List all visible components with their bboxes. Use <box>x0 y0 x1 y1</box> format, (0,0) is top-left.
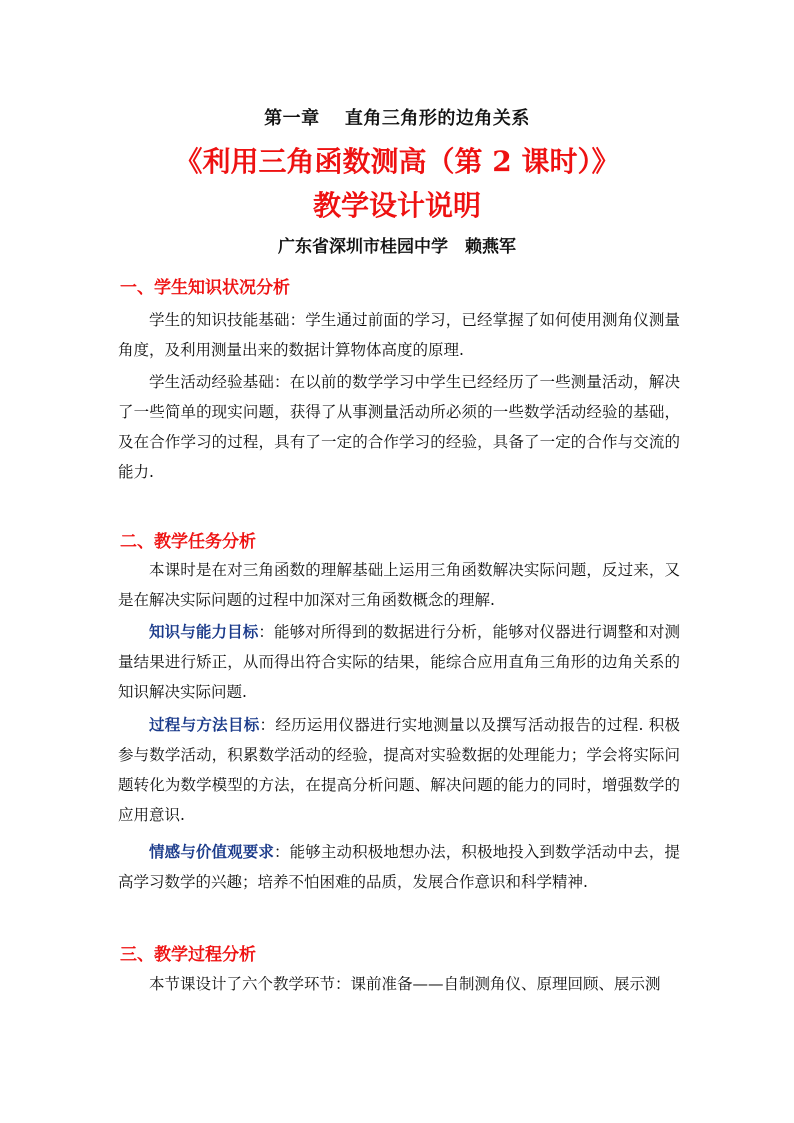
goal-knowledge-ability-label: 知识与能力目标 <box>149 622 259 641</box>
goal-process-method-label: 过程与方法目标 <box>149 715 260 734</box>
goal-process-method-text: ：经历运用仪器进行实地测量以及撰写活动报告的过程. 积极参与数学活动，积累数学活动的经验，提高对实验数据的处理能力；学会将实际问题转化为数学模型的方法，在提高分析问题、解决问题的能力的同时，增强数学的应用意识. <box>118 716 680 824</box>
lesson-title: 《利用三角函数测高（第 2 课时）》 <box>174 145 620 178</box>
goal-knowledge-ability-text: ：能够对所得到的数据进行分析，能够对仪器进行调整和对测量结果进行矫正，从而得出符合实际的结果，能综合应用直角三角形的边角关系的知识解决实际问题. <box>118 623 680 701</box>
section-3-paragraph-1: 本节课设计了六个教学环节：课前准备——自制测角仪、原理回顾、展示测 <box>149 975 661 993</box>
goal-emotion-values <box>118 837 680 897</box>
section-1-heading: 一、学生知识状况分析 <box>120 278 290 298</box>
goal-process-method <box>118 710 680 830</box>
lesson-subtitle: 教学设计说明 <box>312 189 481 222</box>
section-2-paragraph-1: 本课时是在对三角函数的理解基础上运用三角函数解决实际问题，反过来，又是在解决实际问题的过程中加深对三角函数概念的理解. <box>118 561 680 609</box>
chapter-heading: 第一章 直角三角形的边角关系 <box>264 108 530 129</box>
section-1-paragraph-1: 学生的知识技能基础：学生通过前面的学习，已经掌握了如何使用测角仪测量角度，及利用测量出来的数据计算物体高度的原理. <box>118 311 680 359</box>
section-1-paragraph-2: 学生活动经验基础：在以前的数学学习中学生已经经历了一些测量活动，解决了一些简单的现实问题，获得了从事测量活动所必须的一些数学活动经验的基础，及在合作学习的过程，具有了一定的合作学习的经验，具备了一定的合作与交流的能力. <box>118 373 680 481</box>
goal-emotion-values-label: 情感与价值观要求 <box>149 842 274 861</box>
section-3-heading: 三、教学过程分析 <box>120 945 256 965</box>
author-line: 广东省深圳市桂园中学 赖燕军 <box>278 237 516 257</box>
section-2-heading: 二、教学任务分析 <box>120 532 256 552</box>
goal-knowledge-ability <box>118 617 680 707</box>
goal-emotion-values-text: ：能够主动积极地想办法，积极地投入到数学活动中去，提高学习数学的兴趣；培养不怕困难的品质，发展合作意识和科学精神. <box>118 843 680 891</box>
